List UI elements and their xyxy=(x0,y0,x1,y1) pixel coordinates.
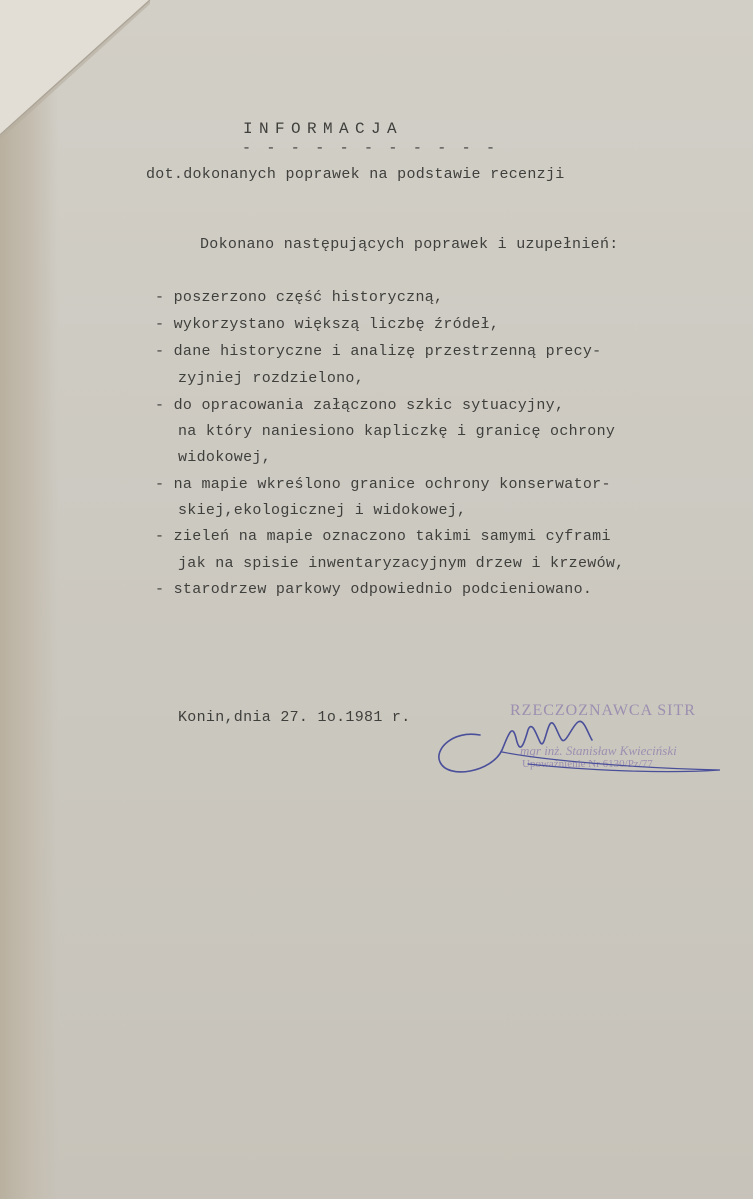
stamp-name: mgr inż. Stanisław Kwieciński xyxy=(520,743,677,758)
list-item: - do opracowania załączono szkic sytuacyjny, xyxy=(155,397,565,414)
list-item: - na mapie wkreślono granice ochrony konserwator- xyxy=(155,476,611,493)
document-title: INFORMACJA xyxy=(243,120,404,138)
list-item: - dane historyczne i analizę przestrzenną precy- xyxy=(155,343,602,360)
list-item-continuation: zyjniej rozdzielono, xyxy=(178,370,365,387)
folded-corner-icon xyxy=(0,0,150,140)
stamp-title: RZECZOZNAWCA SITR xyxy=(510,702,696,719)
list-item-continuation: widokowej, xyxy=(178,449,272,466)
list-item-continuation: skiej,ekologicznej i widokowej, xyxy=(178,502,467,519)
place-and-date: Konin,dnia 27. 1o.1981 r. xyxy=(178,709,411,726)
list-item: - wykorzystano większą liczbę źródeł, xyxy=(155,316,500,333)
list-item: - zieleń na mapie oznaczono takimi samymi cyframi xyxy=(155,528,611,545)
handwritten-signature-icon xyxy=(432,700,732,800)
list-item: - starodrzew parkowy odpowiednio podcieniowano. xyxy=(155,581,593,598)
paper-edge-shadow xyxy=(0,0,58,1199)
stamp-authorization: Upoważnienie Nr 6130/Pz/77 xyxy=(522,758,653,770)
document-subtitle: dot.dokonanych poprawek na podstawie recenzji xyxy=(146,166,565,183)
list-item-continuation: jak na spisie inwentaryzacyjnym drzew i krzewów, xyxy=(178,555,625,572)
intro-line: Dokonano następujących poprawek i uzupełnień: xyxy=(200,236,619,253)
title-underline: - - - - - - - - - - - xyxy=(242,140,499,157)
list-item: - poszerzono część historyczną, xyxy=(155,289,444,306)
list-item-continuation: na który naniesiono kapliczkę i granicę ochrony xyxy=(178,423,616,440)
